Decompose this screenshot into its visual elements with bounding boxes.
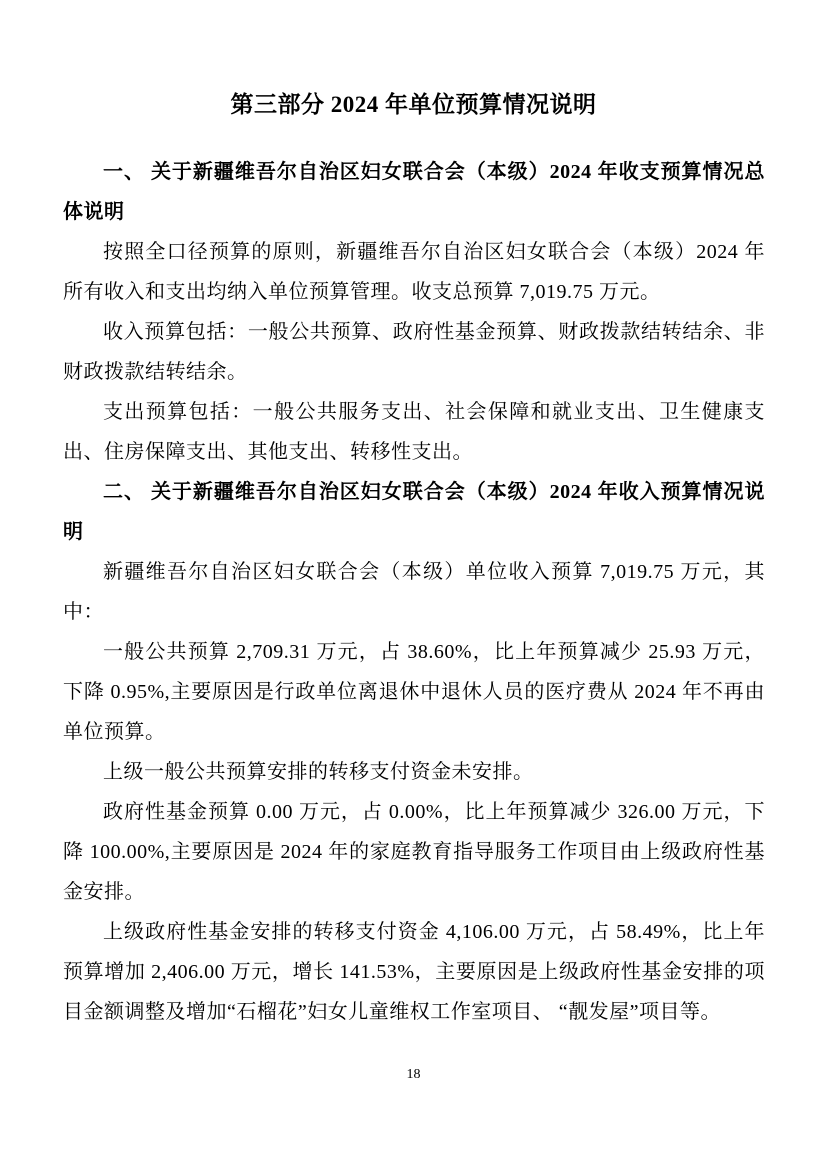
paragraph: 按照全口径预算的原则，新疆维吾尔自治区妇女联合会（本级）2024 年所有收入和支出均纳入单位预算管理。收支总预算 7,019.75 万元。: [63, 241, 765, 303]
paragraph: 支出预算包括：一般公共服务支出、社会保障和就业支出、卫生健康支出、住房保障支出、其他支出、转移性支出。: [63, 401, 765, 463]
page-number: 18: [406, 1067, 421, 1082]
document-body: [63, 134, 765, 1032]
paragraph: 上级一般公共预算安排的转移支付资金未安排。: [103, 761, 534, 783]
paragraph: 政府性基金预算 0.00 万元，占 0.00%，比上年预算减少 326.00 万元，下降 100.00%,主要原因是 2024 年的家庭教育指导服务工作项目由上级政府性基金安排。: [63, 801, 765, 903]
paragraph: 收入预算包括：一般公共预算、政府性基金预算、财政拨款结转结余、非财政拨款结转结余。: [63, 321, 765, 383]
section-heading: 二、 关于新疆维吾尔自治区妇女联合会（本级）2024 年收入预算情况说明: [63, 481, 765, 543]
page-title: 第三部分 2024 年单位预算情况说明: [230, 92, 597, 117]
paragraph: 一般公共预算 2,709.31 万元，占 38.60%，比上年预算减少 25.93 万元，下降 0.95%,主要原因是行政单位离退休中退休人员的医疗费从 2024 年不再由单位预算。: [63, 641, 765, 743]
section-heading: 一、 关于新疆维吾尔自治区妇女联合会（本级）2024 年收支预算情况总体说明: [63, 161, 765, 223]
paragraph: 新疆维吾尔自治区妇女联合会（本级）单位收入预算 7,019.75 万元，其中：: [63, 561, 765, 623]
paragraph: 上级政府性基金安排的转移支付资金 4,106.00 万元，占 58.49%，比上年预算增加 2,406.00 万元，增长 141.53%，主要原因是上级政府性基金安排的项目金额调整及增加“石榴花”妇女儿童维权工作室项目、 “靓发屋”项目等。: [63, 921, 765, 1023]
